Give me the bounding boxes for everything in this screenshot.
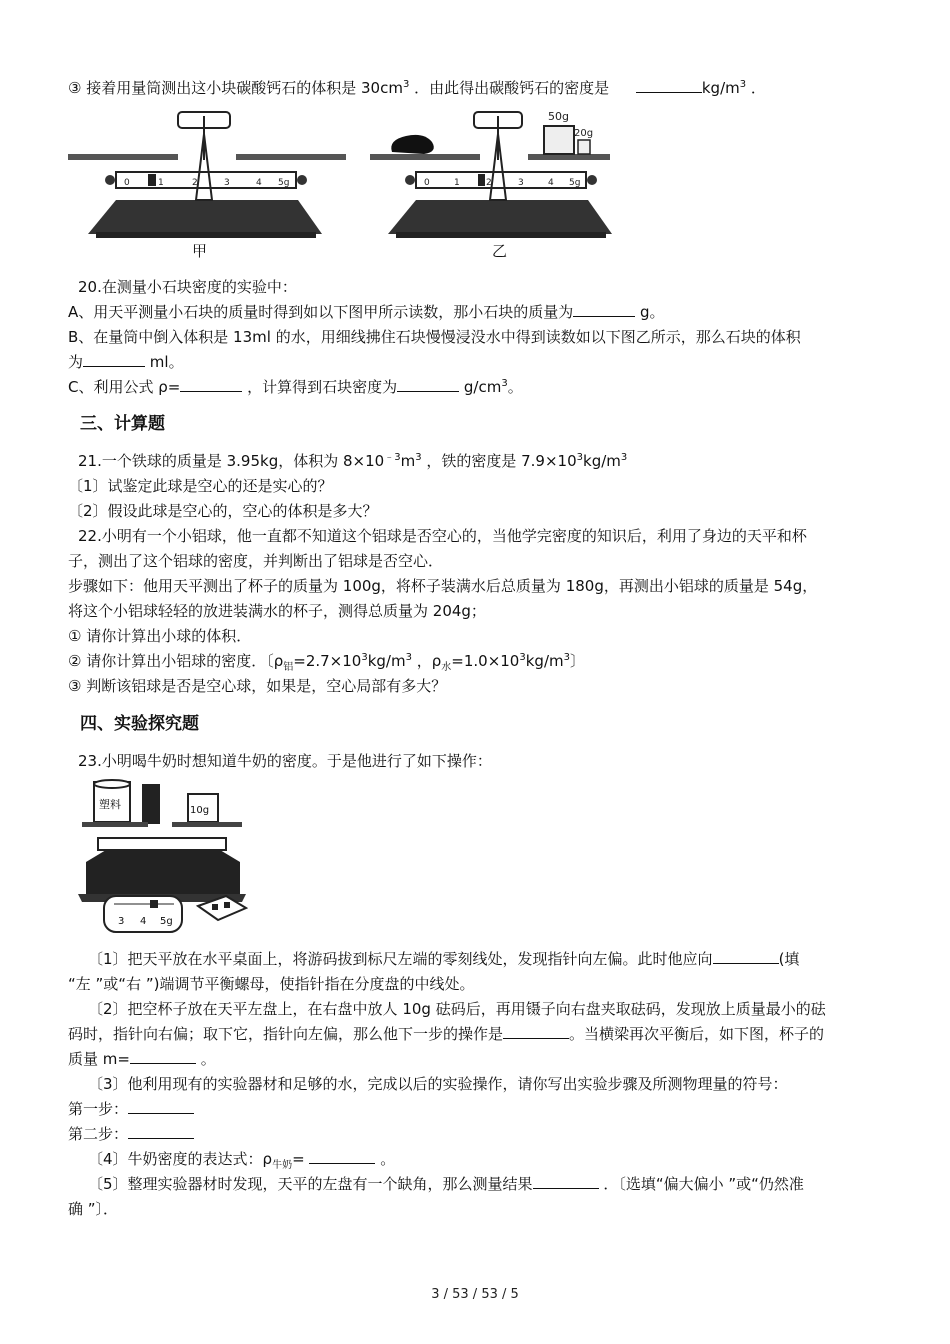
- q23-step2-line2: [68, 1023, 824, 1045]
- tick-label: 4: [140, 916, 147, 927]
- answer-blank[interactable]: [128, 1099, 194, 1114]
- answer-blank[interactable]: [130, 1049, 196, 1064]
- q20-a-unit: g。: [635, 303, 665, 321]
- cup-label: 塑料: [99, 798, 121, 811]
- q23-second-step: [68, 1123, 194, 1145]
- sup: 3: [563, 652, 570, 663]
- sub: 铝: [283, 662, 294, 673]
- tick-label: 3: [224, 178, 230, 188]
- sup: 3: [415, 452, 422, 463]
- q22-text: =1.0×10: [451, 652, 520, 670]
- sup: 3: [402, 79, 410, 90]
- weight-10g-label: 10g: [190, 805, 210, 816]
- q23-s2-text: 码时，指针向右偏；取下它，指针向左偏，那么他下一步的操作是: [68, 1025, 504, 1043]
- q20-part-c: [68, 376, 523, 398]
- tick-label: 5g: [160, 916, 173, 927]
- q21-line1: [78, 450, 627, 472]
- q21-text: 21.一个铁球的质量是 3.95kg，体积为 8×10: [78, 452, 385, 470]
- q22-line4: 将这个小铝球轻轻的放进装满水的杯子，测得总质量为 204g；: [68, 602, 486, 620]
- q22-text: 〕: [569, 652, 585, 670]
- q20-title: 20.在测量小石块密度的实验中：: [78, 278, 297, 296]
- q23-step3: 〔3〕他利用现有的实验器材和足够的水，完成以后的实验操作，请你写出实验步骤及所测物理量的符号：: [88, 1075, 788, 1093]
- q23-s2-text2: 。当横梁再次平衡后，如下图，杯子的: [569, 1025, 825, 1043]
- answer-blank[interactable]: [83, 352, 145, 367]
- q23-s5-text2: ．〔选填“偏大偏小 ”或“仍然准: [598, 1175, 804, 1193]
- q21-line3: 〔2〕假设此球是空心的，空心的体积是多大？: [68, 502, 378, 520]
- q23-s4-eq: =: [292, 1150, 310, 1168]
- sup: 3: [501, 378, 508, 389]
- q22-text: kg/m: [525, 652, 564, 670]
- sup: 3: [576, 452, 584, 463]
- q23-step1-line2: “左 ”或“右 ”)端调节平衡螺母，使指针指在分度盘的中线处。: [68, 975, 475, 993]
- sup: 3: [405, 652, 412, 663]
- q20-b-unit: ml。: [145, 353, 184, 371]
- q21-line2: 〔1〕试鉴定此球是空心的还是实心的？: [68, 477, 333, 495]
- q22-line6: [68, 650, 585, 672]
- answer-blank[interactable]: [128, 1124, 194, 1139]
- q23-s4-text: 〔4〕牛奶密度的表达式：ρ: [88, 1150, 273, 1168]
- tick-label: 4: [548, 178, 554, 188]
- tick-label: 0: [124, 178, 130, 188]
- answer-blank[interactable]: [309, 1149, 375, 1164]
- q22-text: ② 请你计算出小铝球的密度．〔ρ: [68, 652, 284, 670]
- q23-step2-line1: 〔2〕把空杯子放在天平左盘上，在右盘中放人 10g 砝码后，再用镊子向右盘夹取砝码，发现放上质量最小的砝: [88, 1000, 826, 1018]
- q19-step3-line: [68, 77, 766, 99]
- q21-text: m: [400, 452, 416, 470]
- tick-label: 1: [158, 178, 164, 188]
- q19-step3-unit: kg/m: [701, 79, 740, 97]
- q22-line1: 22.小明有一个小铝球，他一直都不知道这个铝球是否空心的，当他学完密度的知识后，利用了身边的天平和杯: [78, 527, 807, 545]
- sup: 3: [361, 652, 368, 663]
- q23-s2-text3: 质量 m=: [68, 1050, 130, 1068]
- q22-line2: 子，测出了这个铝球的密度，并判断出了铝球是否空心．: [68, 552, 444, 570]
- q23-step1-line1: [88, 948, 799, 970]
- sub: 牛奶: [272, 1160, 293, 1171]
- q21-text: ，铁的密度是 7.9×10: [421, 452, 577, 470]
- q23-title: 23.小明喝牛奶时想知道牛奶的密度。于是他进行了如下操作：: [78, 752, 492, 770]
- balance-yi: [370, 110, 612, 238]
- sup: 3: [519, 652, 526, 663]
- weight-20g-label: 20g: [574, 128, 594, 139]
- q21-text: kg/m: [583, 452, 621, 470]
- answer-blank[interactable]: [713, 949, 779, 964]
- answer-blank[interactable]: [503, 1024, 569, 1039]
- tick-label: 3: [518, 178, 524, 188]
- tick-label: 0: [424, 178, 430, 188]
- section-experiment-title: 四、实验探究题: [80, 714, 199, 734]
- tick-label: 1: [454, 178, 460, 188]
- q19-step3-text-b: ．由此得出碳酸钙石的密度是: [409, 79, 610, 97]
- q19-step3-text-a: ③ 接着用量筒测出这小块碳酸钙石的体积是 30cm: [68, 79, 403, 97]
- answer-blank[interactable]: [533, 1174, 599, 1189]
- q20-c-text: C、利用公式 ρ=: [68, 378, 181, 396]
- q23-s2-end: 。: [195, 1050, 216, 1068]
- q20-part-b-line2: [68, 351, 184, 373]
- q22-line5: ① 请你计算出小球的体积．: [68, 627, 252, 645]
- q23-second-step-label: 第二步：: [68, 1125, 129, 1143]
- q20-b-text: 为: [68, 353, 84, 371]
- q20-c-text2: ，计算得到石块密度为: [242, 378, 398, 396]
- page-footer: 3 / 53 / 53 / 5: [431, 1287, 519, 1302]
- sub: 水: [441, 662, 452, 673]
- sup: ﹣3: [384, 452, 401, 463]
- balance-jia: [68, 112, 346, 238]
- q22-text: kg/m: [367, 652, 406, 670]
- tick-label: 2: [486, 178, 492, 188]
- q23-step2-line3: [68, 1048, 216, 1070]
- q20-c-unit: g/cm: [459, 378, 502, 396]
- tick-label: 5g: [569, 178, 581, 188]
- q23-step5-line1: [88, 1173, 804, 1195]
- q23-first-step: [68, 1098, 194, 1120]
- q23-s1-text2: (填: [778, 950, 800, 968]
- stone-shape: [391, 135, 434, 154]
- tick-label: 5g: [278, 178, 290, 188]
- q23-s4-end: 。: [375, 1150, 396, 1168]
- q23-step4: [88, 1148, 395, 1170]
- sup: 3: [620, 452, 628, 463]
- milk-balance-figure: [76, 776, 248, 936]
- section-calc-title: 三、计算题: [80, 414, 165, 434]
- balance-figures: [66, 104, 626, 264]
- answer-blank[interactable]: [180, 377, 242, 392]
- tick-label: 3: [118, 916, 125, 927]
- figure-label-yi: 乙: [492, 242, 508, 260]
- q22-line3: 步骤如下：他用天平测出了杯子的质量为 100g，将杯子装满水后总质量为 180g，再测出小铝球的质量是 54g，: [68, 577, 818, 595]
- tick-label: 4: [256, 178, 262, 188]
- figure-label-jia: 甲: [192, 242, 208, 260]
- q22-text: ，ρ: [411, 652, 442, 670]
- q23-first-step-label: 第一步：: [68, 1100, 129, 1118]
- q22-text: =2.7×10: [293, 652, 362, 670]
- q20-part-a: [68, 301, 665, 323]
- weight-50g-label: 50g: [548, 110, 569, 123]
- q19-step3-end: ．: [746, 79, 766, 97]
- answer-blank[interactable]: [397, 377, 459, 392]
- q22-line7: ③ 判断该铝球是否是空心球，如果是，空心局部有多大？: [68, 677, 447, 695]
- answer-blank[interactable]: [573, 302, 635, 317]
- answer-blank[interactable]: [636, 78, 702, 93]
- q20-part-b-line1: B、在量筒中倒入体积是 13ml 的水，用细线拂住石块慢慢浸没水中得到读数如以下图乙所示，那么石块的体积: [68, 328, 801, 346]
- q20-c-end: 。: [507, 378, 523, 396]
- q23-s1-text: 〔1〕把天平放在水平桌面上，将游码拔到标尺左端的零刻线处，发现指针向左偏。此时他应向: [88, 950, 713, 968]
- q23-s5-text: 〔5〕整理实验器材时发现，天平的左盘有一个缺角，那么测量结果: [88, 1175, 533, 1193]
- tick-label: 2: [192, 178, 198, 188]
- sup: 3: [739, 79, 747, 90]
- q20-a-text: A、用天平测量小石块的质量时得到如以下图甲所示读数，那小石块的质量为: [68, 303, 574, 321]
- q23-step5-line2: 确 ”〕．: [68, 1200, 119, 1218]
